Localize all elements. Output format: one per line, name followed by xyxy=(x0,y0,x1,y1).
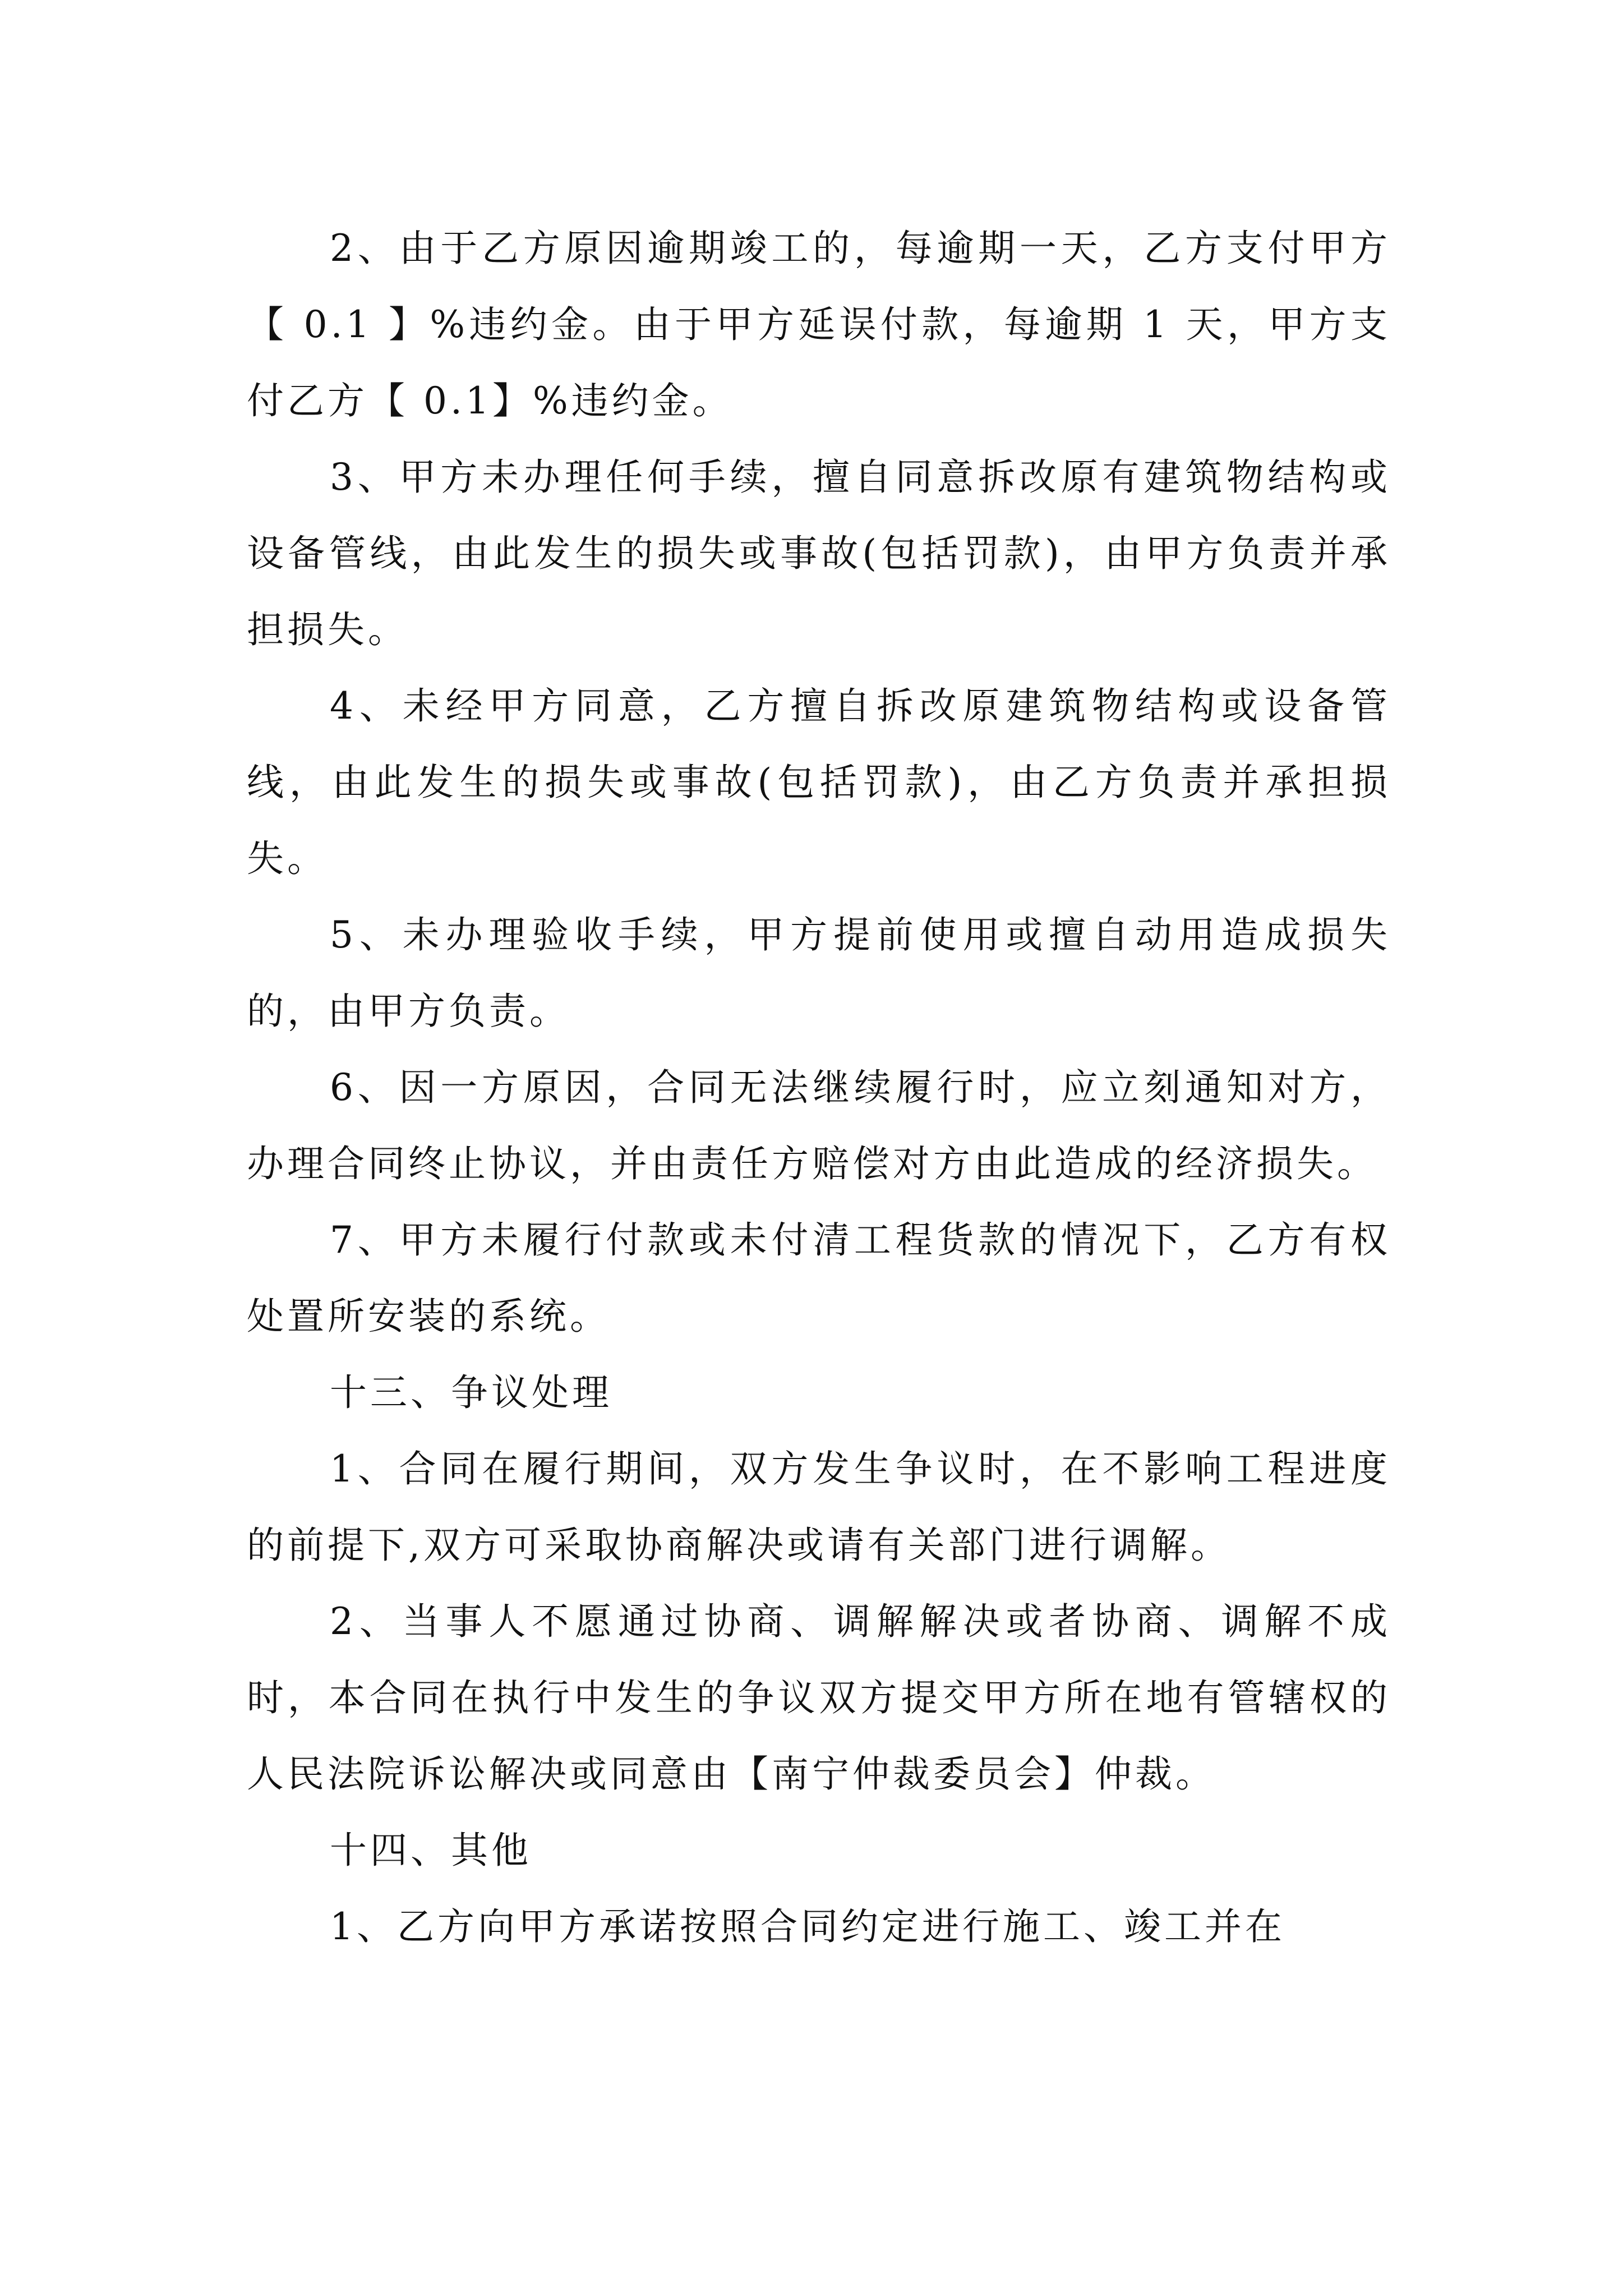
clause-4-party-b-alteration: 4、未经甲方同意，乙方擅自拆改原建筑物结构或设备管线，由此发生的损失或事故(包括罚款)，由乙方负责并承担损失。 xyxy=(247,684,1391,880)
dispute-clause-1: 1、合同在履行期间，双方发生争议时，在不影响工程进度的前提下,双方可采取协商解决或请有关部门进行调解。 xyxy=(247,1447,1391,1567)
section-13-heading: 十三、争议处理 xyxy=(330,1371,612,1414)
clause-7-payment-default: 7、甲方未履行付款或未付清工程货款的情况下，乙方有权处置所安装的系统。 xyxy=(247,1218,1391,1338)
dispute-clause-2: 2、当事人不愿通过协商、调解解决或者协商、调解不成时，本合同在执行中发生的争议双方提交甲方所在地有管辖权的人民法院诉讼解决或同意由【南宁仲裁委员会】仲裁。 xyxy=(247,1600,1391,1796)
section-14-heading: 十四、其他 xyxy=(330,1829,532,1872)
clause-5-early-use: 5、未办理验收手续，甲方提前使用或擅自动用造成损失的，由甲方负责。 xyxy=(247,913,1391,1033)
clause-3-party-a-alteration: 3、甲方未办理任何手续，擅自同意拆改原有建筑物结构或设备管线，由此发生的损失或事故(包括罚款)，由甲方负责并承担损失。 xyxy=(247,455,1391,651)
clause-2-overdue-penalty: 2、由于乙方原因逾期竣工的，每逾期一天，乙方支付甲方【 0.1 】%违约金。由于甲方延误付款，每逾期 1 天，甲方支付乙方【 0.1】%违约金。 xyxy=(247,227,1391,422)
document-body xyxy=(247,210,1391,1965)
clause-6-termination: 6、因一方原因，合同无法继续履行时，应立刻通知对方，办理合同终止协议，并由责任方赔偿对方由此造成的经济损失。 xyxy=(247,1066,1391,1185)
other-clause-1: 1、乙方向甲方承诺按照合同约定进行施工、竣工并在 xyxy=(330,1905,1285,1948)
